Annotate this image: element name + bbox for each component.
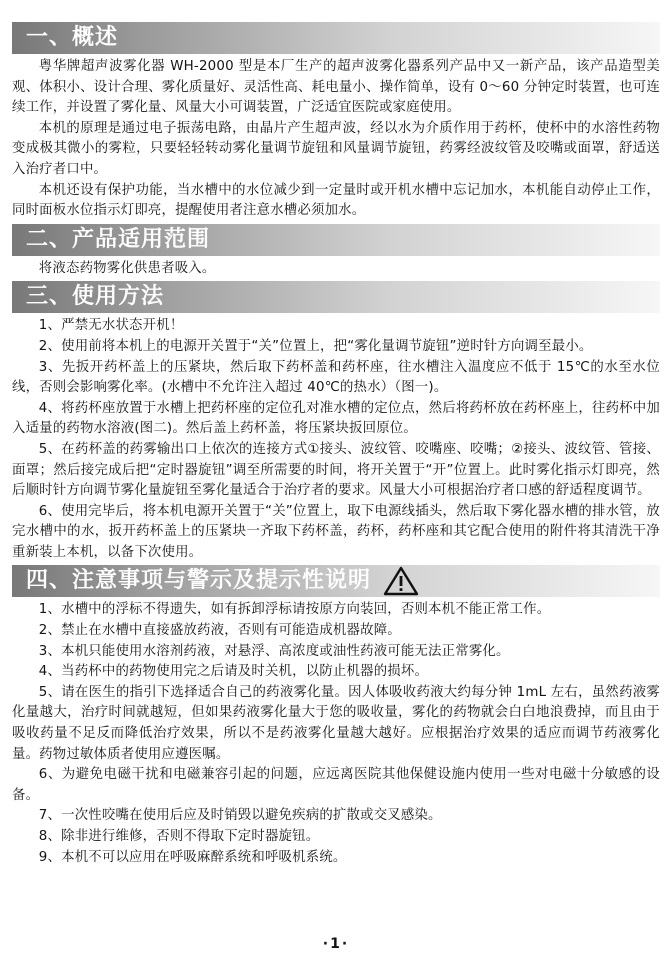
section-heading: 一、概述 [12, 22, 660, 54]
list-item: 2、禁止在水槽中直接盛放药液，否则有可能造成机器故障。 [38, 623, 401, 639]
list-item: 3、本机只能使用水溶剂药液，对悬浮、高浓度或油性药液可能无法正常雾化。 [38, 643, 510, 659]
list-item: 5、在药杯盖的药雾输出口上依次的连接方式①接头、波纹管、咬嘴座、咬嘴；②接头、波纹管、管接、面罩；然后接完成后把“定时器旋钮”调至所需要的时间，将开关置于“开”位置上。此时雾化指示灯即亮，然后顺时针方向调节雾化量旋钮至雾化量适合于治疗者的要求。风量大小可根据治疗者口感的舒适程度调节。 [12, 441, 660, 499]
warning-triangle-icon [383, 566, 419, 596]
list-item: 3、先扳开药杯盖上的压紧块，然后取下药杯盖和药杯座，往水槽注入温度应不低于 15℃的水至水位线，否则会影响雾化率。(水槽中不允许注入超过 40℃的热水）（图一)。 [12, 359, 660, 396]
list-item: 6、为避免电磁干扰和电磁兼容引起的问题，应远离医院其他保健设施内使用一些对电磁十分敏感的设备。 [12, 767, 660, 803]
section-heading: 二、产品适用范围 [12, 224, 660, 256]
section-overview [12, 22, 660, 222]
paragraph: 本机的原理是通过电子振荡电路，由晶片产生超声波，经以水为介质作用于药杯，使杯中的水溶性药物变成极其微小的雾粒，只要轻轻转动雾化量调节旋钮和风量调节旋钮，药雾经波纹管及咬嘴或面罩，舒适送入治疗者口中。 [12, 120, 660, 177]
list-item: 8、除非进行维修，否则不得取下定时器旋钮。 [38, 829, 320, 844]
section-heading-row [12, 565, 660, 597]
list-item: 9、本机不可以应用在呼吸麻醉系统和呼吸机系统。 [38, 849, 347, 865]
list-item: 4、当药杯中的药物使用完之后请及时关机，以防止机器的损坏。 [38, 664, 429, 680]
list-item: 5、请在医生的指引下选择适合自己的药液雾化量。因人体吸收药液大约每分钟 1mL 左右，虽然药液雾化量越大，治疗时间就越短，但如果药液雾化量大于您的吸收量，雾化的药物就会白白地浪费掉，而且由于吸收药量不足反而降低治疗效果，所以不是药液雾化量越大越好。应根据治疗效果的适应而调节药液雾化量。药物过敏体质者使用应遵医嘱。 [12, 684, 660, 762]
section-precautions [12, 565, 660, 868]
section-heading: 四、注意事项与警示及提示性说明 [26, 568, 372, 594]
section-scope [12, 224, 660, 280]
section-heading: 三、使用方法 [12, 281, 660, 313]
list-item: 1、严禁无水状态开机！ [38, 318, 184, 334]
list-item: 7、一次性咬嘴在使用后应及时销毁以避免疾病的扩散或交叉感染。 [38, 808, 442, 824]
paragraph: 本机还设有保护功能，当水槽中的水位减少到一定量时或开机水槽中忘记加水，本机能自动停止工作，同时面板水位指示灯即亮，提醒使用者注意水槽必须加水。 [12, 182, 660, 219]
list-item: 2、使用前将本机上的电源开关置于“关”位置上，把“雾化量调节旋钮”逆时针方向调至最小。 [38, 338, 593, 354]
list-item: 6、使用完毕后，将本机电源开关置于“关”位置上，取下电源线插头，然后取下雾化器水槽的排水管，放完水槽中的水，扳开药杯盖上的压紧块一齐取下药杯盖，药杯，药杯座和其它配合使用的附件将其清洗干净重新装上本机，以备下次使用。 [12, 503, 660, 560]
paragraph: 粤华牌超声波雾化器 WH-2000 型是本厂生产的超声波雾化器系列产品中又一新产品，该产品造型美观、体积小、设计合理、雾化质量好、灵活性高、耗电量小、操作简单，设有 0～60 分钟定时装置，也可连续工作，并设置了雾化量、风量大小可调装置，广泛适宜医院或家庭使用。 [12, 59, 660, 116]
list-item: 1、水槽中的浮标不得遗失，如有拆卸浮标请按原方向装回，否则本机不能正常工作。 [38, 602, 551, 618]
section-usage [12, 281, 660, 563]
page-number: ·1· [322, 936, 350, 952]
paragraph: 将液态药物雾化供患者吸入。 [38, 260, 216, 276]
list-item: 4、将药杯座放置于水槽上把药杯座的定位孔对准水槽的定位点，然后将药杯放在药杯座上，往药杯中加入适量的药物水溶液(图二)。然后盖上药杯盖，将压紧块扳回原位。 [12, 400, 660, 437]
